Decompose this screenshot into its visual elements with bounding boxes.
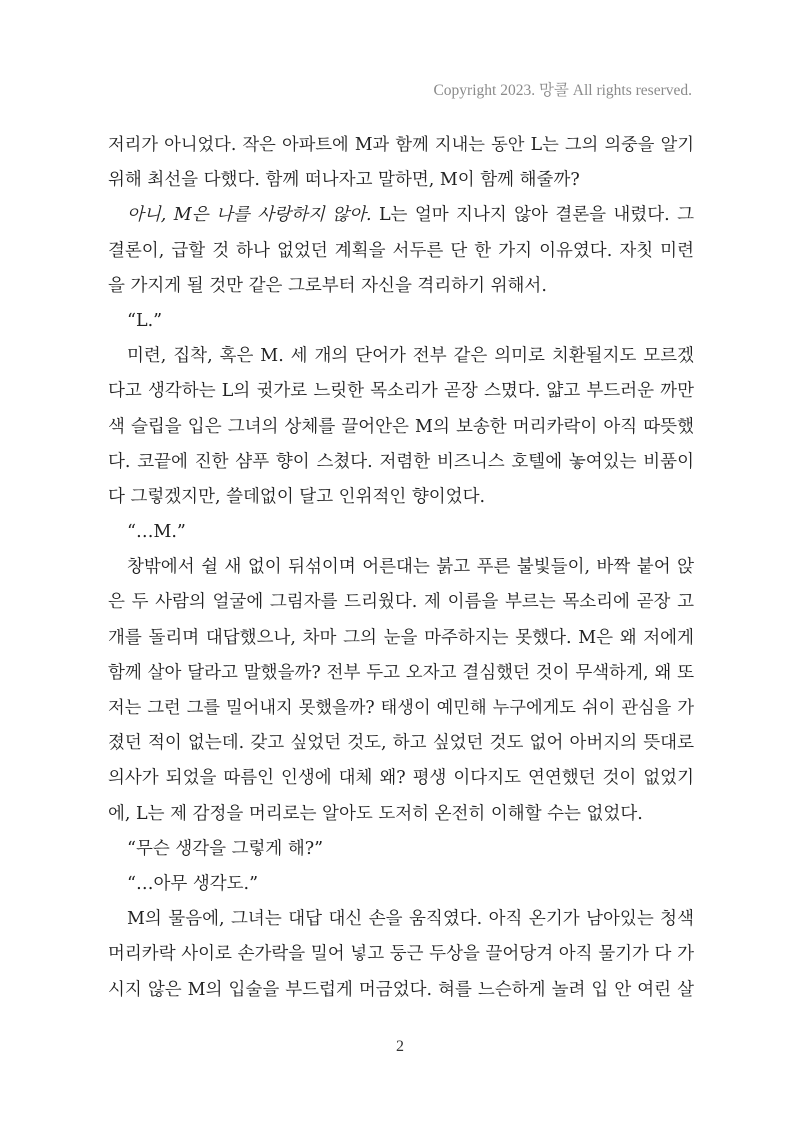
text-line: 색 슬립을 입은 그녀의 상체를 끌어안은 M의 보송한 머리카락이 아직 따뜻했 xyxy=(108,416,694,437)
text-line: 저리가 아니었다. 작은 아파트에 M과 함께 지내는 동안 L는 그의 의중을 알기 xyxy=(108,135,694,155)
text-line-with-italic xyxy=(108,198,694,233)
text-line: 을 가지게 될 것만 같은 그로부터 자신을 격리하기 위해서. xyxy=(108,275,547,296)
text-line: 위해 최선을 다했다. 함께 떠나자고 말하면, M이 함께 해줄까? xyxy=(108,170,580,191)
body-text xyxy=(108,128,694,1008)
text-line: 은 두 사람의 얼굴에 그림자를 드리웠다. 제 이름을 부르는 목소리에 곧장 고 xyxy=(108,592,694,613)
text-line: 다. 코끝에 진한 샴푸 향이 스쳤다. 저렴한 비즈니스 호텔에 놓여있는 비품이 xyxy=(108,451,694,472)
text-line: “L.” xyxy=(127,310,163,331)
text-line: 의사가 되었을 따름인 인생에 대체 왜? 평생 이다지도 연연했던 것이 없었기 xyxy=(108,768,694,789)
text-line: 에, L는 제 감정을 머리로는 알아도 도저히 온전히 이해할 수는 없었다. xyxy=(108,803,643,824)
text-line: 졌던 적이 없는데. 갖고 싶었던 것도, 하고 싶었던 것도 없어 아버지의 뜻대로 xyxy=(108,733,694,754)
text-line: M의 물음에, 그녀는 대답 대신 손을 움직였다. 아직 온기가 남아있는 청색 xyxy=(127,909,694,930)
italic-phrase: 아니, M은 나를 사랑하지 않아. xyxy=(127,205,372,226)
text-line: 다고 생각하는 L의 귓가로 느릿한 목소리가 곧장 스몄다. 얇고 부드러운 까만 xyxy=(108,381,694,402)
text-line: “…M.” xyxy=(127,522,186,543)
text-line: “무슨 생각을 그렇게 해?” xyxy=(127,838,324,859)
text-line: 다 그렇겠지만, 쓸데없이 달고 인위적인 향이었다. xyxy=(108,486,486,507)
text-line: 창밖에서 쉴 새 없이 뒤섞이며 어른대는 붉고 푸른 불빛들이, 바짝 붙어 앉 xyxy=(127,557,694,578)
copyright-header: Copyright 2023. 망콜 All rights reserved. xyxy=(433,82,692,99)
text-line: 결론이, 급할 것 하나 없었던 계획을 서두른 단 한 가지 이유였다. 자칫 미련 xyxy=(108,240,694,261)
text-line: 함께 살아 달라고 말했을까? 전부 두고 오자고 결심했던 것이 무색하게, 왜 또 xyxy=(108,662,694,683)
text-line: 개를 돌리며 대답했으나, 차마 그의 눈을 마주하지는 못했다. M은 왜 저에게 xyxy=(108,627,694,648)
text-line: “…아무 생각도.” xyxy=(127,873,259,894)
text-line: 머리카락 사이로 손가락을 밀어 넣고 둥근 두상을 끌어당겨 아직 물기가 다 가 xyxy=(108,944,694,965)
page-number: 2 xyxy=(396,1038,404,1055)
text-line: 미련, 집착, 혹은 M. 세 개의 단어가 전부 같은 의미로 치환될지도 모르겠 xyxy=(127,346,694,367)
text-line: 저는 그런 그를 밀어내지 못했을까? 태생이 예민해 누구에게도 쉬이 관심을 가 xyxy=(108,698,694,718)
text-fragment: L는 얼마 지나지 않아 결론을 내렸다. 그 xyxy=(378,205,694,226)
text-line: 시지 않은 M의 입술을 부드럽게 머금었다. 혀를 느슨하게 놀려 입 안 여린 살 xyxy=(108,979,694,1000)
